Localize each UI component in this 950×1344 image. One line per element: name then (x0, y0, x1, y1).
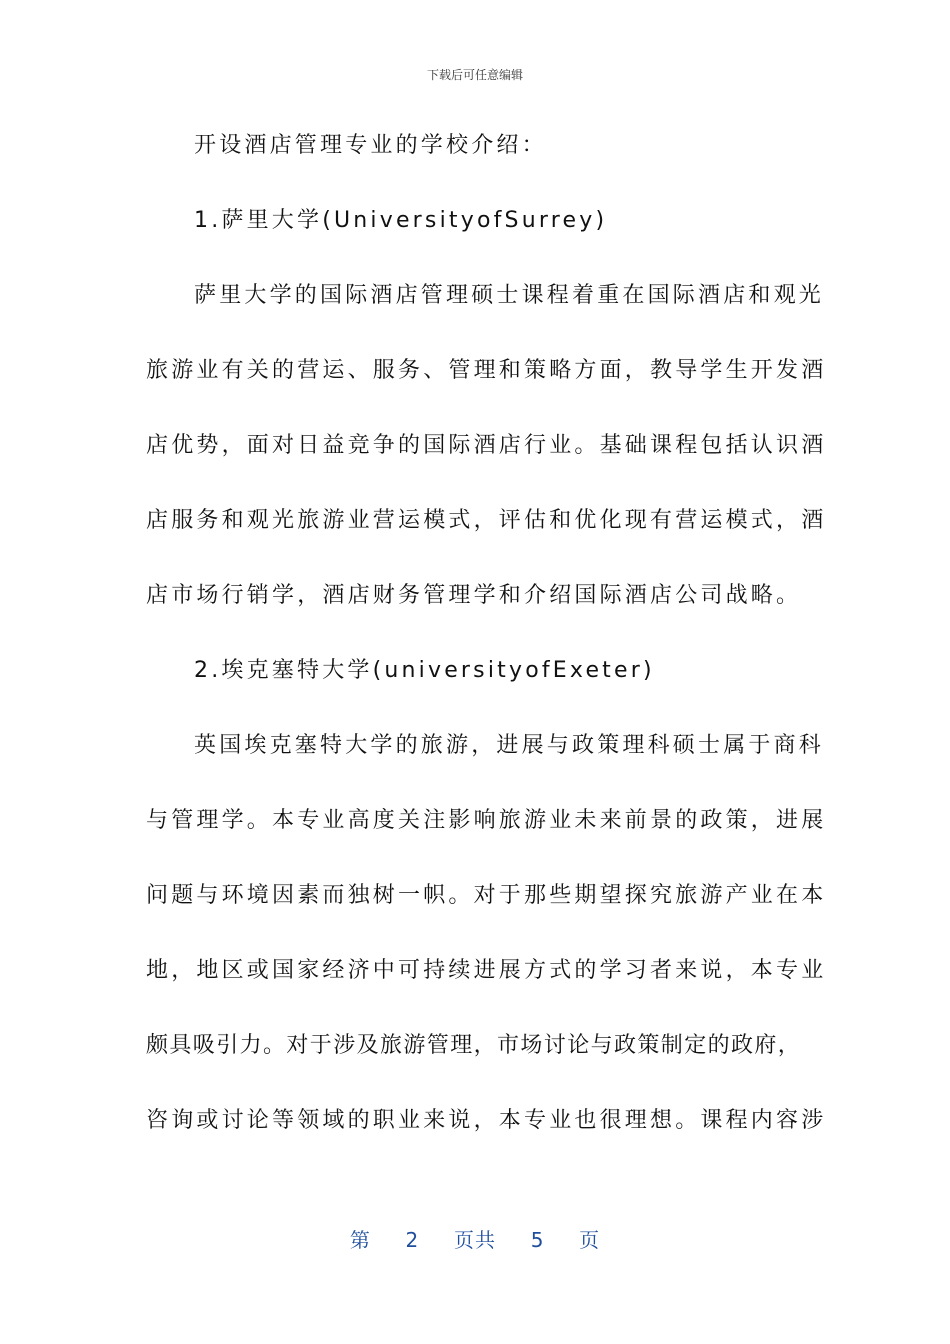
school-heading-exeter: 2.埃克塞特大学(universityofExeter) (194, 658, 655, 683)
page-label-suffix: 页 (579, 1228, 601, 1252)
paragraph-line: 咨询或讨论等领域的职业来说，本专业也很理想。课程内容涉 (146, 1108, 827, 1133)
paragraph-line: 颇具吸引力。对于涉及旅游管理，市场讨论与政策制定的政府， (146, 1033, 802, 1058)
paragraph-line: 店优势，面对日益竞争的国际酒店行业。基础课程包括认识酒 (146, 433, 827, 458)
paragraph-line: 英国埃克塞特大学的旅游，进展与政策理科硕士属于商科 (194, 733, 825, 758)
school-heading-surrey: 1.萨里大学(UniversityofSurrey) (194, 208, 608, 233)
page-label-mid: 页共 (454, 1228, 496, 1252)
page-label-prefix: 第 (349, 1228, 371, 1252)
document-body (146, 120, 827, 1170)
paragraph-line: 旅游业有关的营运、服务、管理和策略方面，教导学生开发酒 (146, 358, 827, 383)
current-page-number: 2 (405, 1228, 420, 1252)
paragraph-line: 问题与环境因素而独树一帜。对于那些期望探究旅游产业在本 (146, 883, 827, 908)
section-intro-heading: 开设酒店管理专业的学校介绍： (194, 133, 547, 158)
paragraph-line: 店市场行销学，酒店财务管理学和介绍国际酒店公司战略。 (146, 583, 802, 608)
total-pages-number: 5 (530, 1228, 545, 1252)
page-number-footer (0, 1224, 950, 1253)
paragraph-line: 店服务和观光旅游业营运模式，评估和优化现有营运模式，酒 (146, 508, 827, 533)
header-note: 下载后可任意编辑 (426, 68, 523, 82)
paragraph-line: 与管理学。本专业高度关注影响旅游业未来前景的政策，进展 (146, 808, 827, 833)
paragraph-line: 萨里大学的国际酒店管理硕士课程着重在国际酒店和观光 (194, 283, 825, 308)
paragraph-line: 地，地区或国家经济中可持续进展方式的学习者来说，本专业 (146, 958, 827, 983)
